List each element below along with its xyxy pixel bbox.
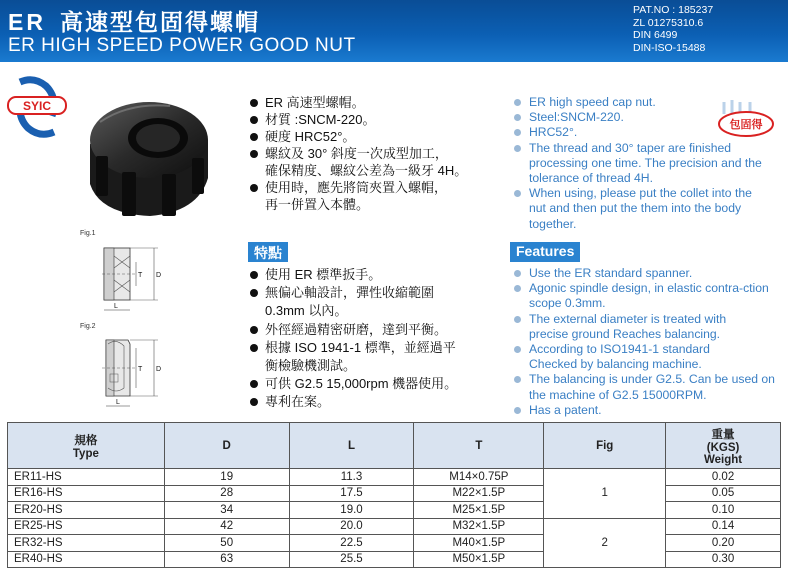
list-item: 外徑經過精密研磨，達到平衡。 [248, 321, 457, 339]
table-row [8, 518, 781, 535]
cell-type: ER40-HS [8, 551, 165, 568]
weight-en: Weight [703, 453, 743, 466]
zh-intro-list [248, 94, 467, 213]
col-header-l: L [289, 423, 414, 469]
cell-d: 19 [164, 469, 289, 486]
features-zh-heading: 特點 [248, 242, 288, 262]
cell-t: M32×1.5P [414, 518, 544, 535]
list-item [248, 145, 467, 179]
dim-d-label: D [156, 272, 162, 279]
list-item: 使用 ER 標準扳手。 [248, 266, 457, 284]
cell-t: M14×0.75P [414, 469, 544, 486]
list-item: HRC52°. [512, 125, 782, 140]
dim-l-label: L [114, 303, 118, 310]
type-en: Type [72, 447, 99, 460]
dim-l-label: L [116, 399, 120, 406]
cell-type: ER11-HS [8, 469, 165, 486]
list-item: 專利在案。 [248, 393, 457, 411]
fig1-label: Fig.1 [80, 230, 96, 237]
weight-zh: 重量 [711, 428, 735, 441]
list-item: ER 高速型螺帽。 [248, 94, 467, 111]
patent-line: DIN 6499 [633, 29, 678, 41]
cell-l: 17.5 [289, 485, 414, 502]
cell-weight: 0.30 [666, 551, 781, 568]
cell-t: M40×1.5P [414, 535, 544, 552]
list-item: The thread and 30° taper are finished processing one time. The precision and the tolerance of thread 4H. [512, 141, 762, 187]
dim-t-label: T [138, 272, 143, 279]
list-item [248, 284, 457, 320]
cell-d: 63 [164, 551, 289, 568]
cell-weight: 0.14 [666, 518, 781, 535]
patent-info [633, 4, 713, 54]
col-header-d: D [164, 423, 289, 469]
en-features-list [512, 266, 782, 418]
cell-l: 19.0 [289, 502, 414, 519]
list-item [248, 179, 467, 213]
list-item: The external diameter is treated with precise ground Reaches balancing. [512, 312, 767, 342]
list-item-line: 使用時，應先將筒夾置入螺帽， [265, 180, 448, 195]
logo-text: SYIC [22, 99, 52, 113]
cell-l: 11.3 [289, 469, 414, 486]
cell-fig: 2 [544, 518, 666, 568]
list-item-line: 螺紋及 30° 斜度一次成型加工， [265, 146, 448, 161]
title-zh-text: 高速型包固得螺帽 [59, 9, 260, 35]
cell-d: 42 [164, 518, 289, 535]
list-item [248, 339, 457, 375]
col-header-type [8, 423, 165, 469]
list-item: According to ISO1941-1 standard Checked by balancing machine. [512, 342, 752, 372]
header-banner [0, 0, 788, 62]
table-row [8, 469, 781, 486]
features-en-heading: Features [510, 242, 580, 262]
cell-type: ER16-HS [8, 485, 165, 502]
cell-t: M50×1.5P [414, 551, 544, 568]
weight-unit: (KGS) [706, 441, 740, 454]
patent-line: DIN-ISO-15488 [633, 41, 706, 54]
dim-d-label: D [156, 366, 162, 373]
cell-weight: 0.02 [666, 469, 781, 486]
table-header-row [8, 423, 781, 469]
list-item: Use the ER standard spanner. [512, 266, 782, 281]
cell-type: ER32-HS [8, 535, 165, 552]
col-header-weight [666, 423, 781, 469]
patent-line: ZL 01275310.6 [633, 16, 704, 29]
cell-d: 28 [164, 485, 289, 502]
cell-type: ER25-HS [8, 518, 165, 535]
col-header-fig: Fig [544, 423, 666, 469]
cell-d: 34 [164, 502, 289, 519]
list-item-line: 根據 ISO 1941-1 標準，並經過平 [265, 339, 456, 355]
type-zh: 規格 [74, 434, 98, 447]
page-title-zh [8, 4, 260, 37]
fig1-drawing [96, 240, 168, 318]
zh-features-list [248, 266, 457, 412]
list-item-line: 確保精度、螺紋公差為一級牙 4H。 [265, 163, 468, 178]
cell-weight: 0.20 [666, 535, 781, 552]
cell-l: 25.5 [289, 551, 414, 568]
list-item: The balancing is under G2.5. Can be used on the machine of G2.5 15000RPM. [512, 372, 784, 402]
fig2-label: Fig.2 [80, 323, 96, 330]
cell-l: 20.0 [289, 518, 414, 535]
list-item-line: 衡檢驗機測試。 [265, 358, 357, 374]
cell-l: 22.5 [289, 535, 414, 552]
nut-product-image [60, 96, 220, 226]
cell-d: 50 [164, 535, 289, 552]
list-item: 材質 :SNCM-220。 [248, 111, 467, 128]
list-item: Has a patent. [512, 403, 782, 418]
stamp-text: 包固得 [729, 118, 763, 131]
list-item: Agonic spindle design, in elastic contra-ction scope 0.3mm. [512, 281, 774, 311]
col-header-t: T [414, 423, 544, 469]
list-item: 可供 G2.5 15,000rpm 機器使用。 [248, 375, 457, 393]
cell-type: ER20-HS [8, 502, 165, 519]
cell-weight: 0.10 [666, 502, 781, 519]
cell-fig: 1 [544, 469, 666, 519]
list-item-line: 再一併置入本體。 [265, 197, 370, 212]
syic-logo [6, 76, 68, 138]
list-item: When using, please put the collet into the nut and then put the them into the body together. [512, 186, 770, 232]
list-item: 硬度 HRC52°。 [248, 128, 467, 145]
spec-table [7, 422, 781, 568]
list-item-line: 0.3mm 以內。 [265, 303, 348, 319]
list-item: ER high speed cap nut. [512, 95, 782, 110]
list-item-line: 無偏心軸設計，彈性收縮範圍 [265, 285, 435, 301]
fig2-drawing [96, 334, 168, 414]
list-item: Steel:SNCM-220. [512, 110, 782, 125]
cell-t: M22×1.5P [414, 485, 544, 502]
dim-t-label: T [138, 366, 143, 373]
patent-line: PAT.NO : 185237 [633, 4, 714, 16]
page-title-en: ER HIGH SPEED POWER GOOD NUT [8, 35, 356, 56]
title-code: ER [8, 9, 46, 35]
cell-weight: 0.05 [666, 485, 781, 502]
cell-t: M25×1.5P [414, 502, 544, 519]
brand-stamp [716, 98, 776, 140]
